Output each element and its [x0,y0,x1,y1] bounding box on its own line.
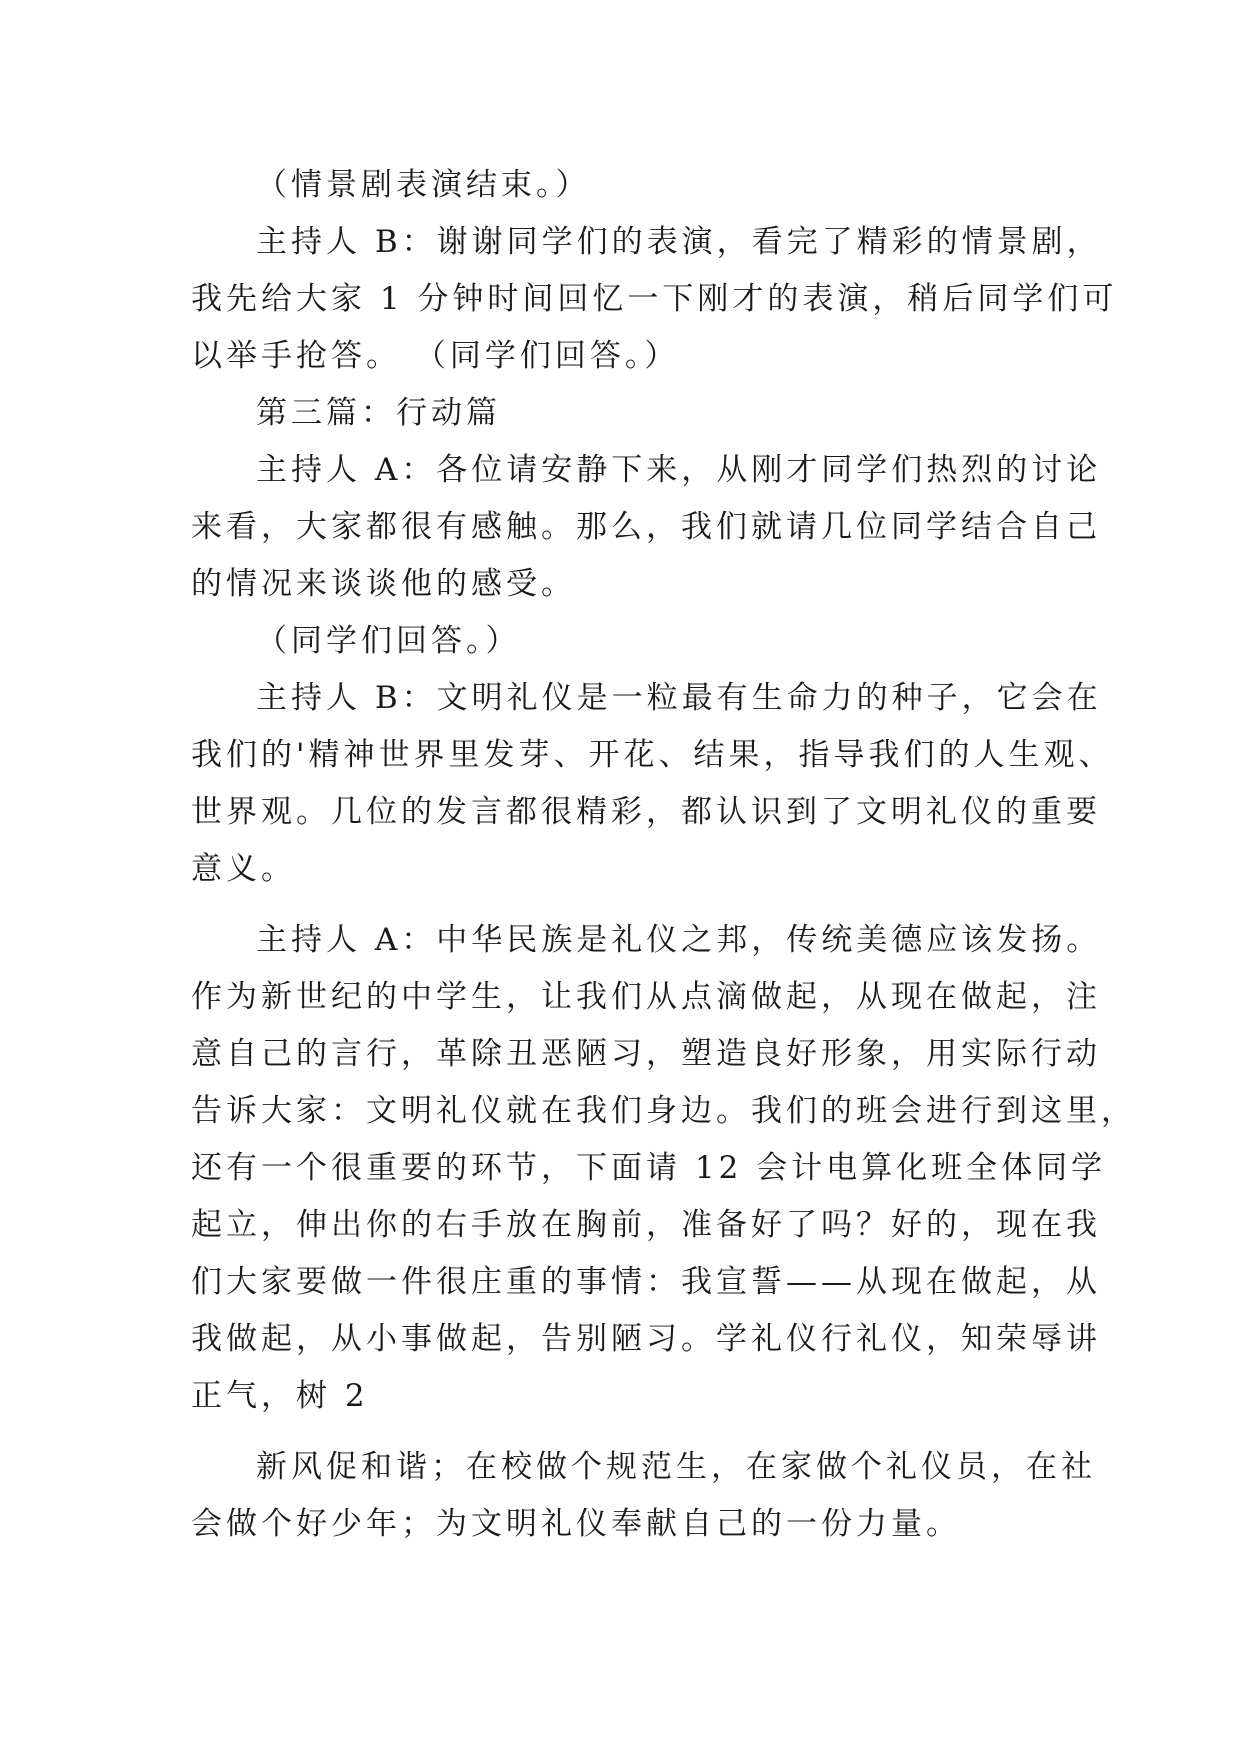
text-line: 来看，大家都很有感触。那么，我们就请几位同学结合自己 [191,509,1101,545]
text-line: 起立，伸出你的右手放在胸前，准备好了吗？好的，现在我 [191,1207,1101,1243]
text-line: 们大家要做一件很庄重的事情：我宣誓——从现在做起，从 [191,1264,1101,1300]
text-line: 新风促和谐；在校做个规范生，在家做个礼仪员，在社 [256,1449,1096,1485]
text-line: 会做个好少年；为文明礼仪奉献自己的一份力量。 [191,1506,961,1542]
text-line: （情景剧表演结束。） [256,167,591,203]
text-line: （同学们回答。） [256,623,521,659]
text-line: 意自己的言行，革除丑恶陋习，塑造良好形象，用实际行动 [191,1036,1101,1072]
text-line: 世界观。几位的发言都很精彩，都认识到了文明礼仪的重要 [191,794,1101,830]
text-line: 正气，树 2 [191,1378,369,1414]
text-line: 以举手抢答。 （同学们回答。） [191,338,680,374]
text-line: 意义。 [191,851,296,887]
text-line: 主持人 A：各位请安静下来，从刚才同学们热烈的讨论 [256,452,1102,488]
text-line: 主持人 B：谢谢同学们的表演，看完了精彩的情景剧， [256,224,1102,260]
text-line: 作为新世纪的中学生，让我们从点滴做起，从现在做起，注 [191,979,1101,1015]
text-line: 还有一个很重要的环节，下面请 12 会计电算化班全体同学 [191,1150,1107,1186]
text-line: 主持人 A：中华民族是礼仪之邦，传统美德应该发扬。 [256,922,1102,958]
text-line: 我们的'精神世界里发芽、开花、结果，指导我们的人生观、 [191,737,1114,773]
text-line: 我做起，从小事做起，告别陋习。学礼仪行礼仪，知荣辱讲 [191,1321,1101,1357]
text-line: 告诉大家：文明礼仪就在我们身边。我们的班会进行到这里， [191,1093,1136,1129]
text-line: 我先给大家 1 分钟时间回忆一下刚才的表演，稍后同学们可 [191,281,1118,317]
text-line: 主持人 B：文明礼仪是一粒最有生命力的种子，它会在 [256,680,1102,716]
section-heading: 第三篇：行动篇 [256,395,501,431]
text-line: 的情况来谈谈他的感受。 [191,566,576,602]
